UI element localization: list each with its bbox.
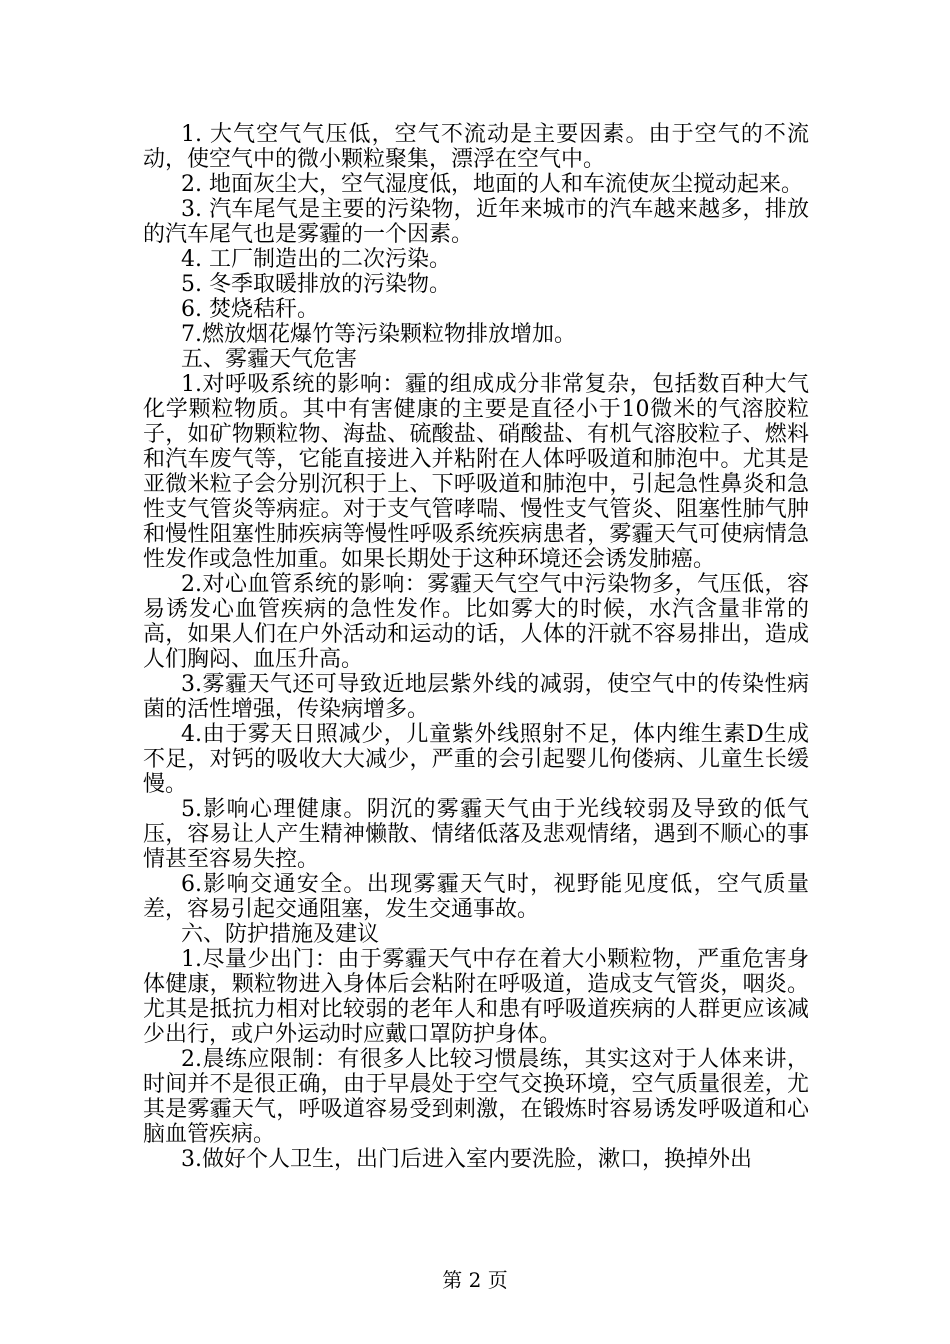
- paragraph-hazard-5: 5.影响心理健康。阴沉的雾霾天气由于光线较弱及导致的低气压，容易让人产生精神懒散、情绪低落及悲观情绪，遇到不顺心的事情甚至容易失控。: [143, 797, 809, 872]
- paragraph-cause-6: 6. 焚烧秸秆。: [181, 297, 319, 322]
- page-number: 第 2 页: [442, 1268, 508, 1292]
- paragraph-cause-1: 1. 大气空气气压低，空气不流动是主要因素。由于空气的不流动，使空气中的微小颗粒聚集，漂浮在空气中。: [143, 122, 809, 172]
- paragraph-cause-3: 3. 汽车尾气是主要的污染物，近年来城市的汽车越来越多，排放的汽车尾气也是雾霾的一个因素。: [143, 197, 809, 247]
- paragraph-hazard-1: 1.对呼吸系统的影响：霾的组成成分非常复杂，包括数百种大气化学颗粒物质。其中有害健康的主要是直径小于10微米的气溶胶粒子，如矿物颗粒物、海盐、硫酸盐、硝酸盐、有机气溶胶粒子、燃料和汽车废气等，它能直接进入并粘附在人体呼吸道和肺泡中。尤其是亚微米粒子会分别沉积于上、下呼吸道和肺泡中，引起急性鼻炎和急性支气管炎等病症。对于支气管哮喘、慢性支气管炎、阻塞性肺气肿和慢性阻塞性肺疾病等慢性呼吸系统疾病患者，雾霾天气可使病情急性发作或急性加重。如果长期处于这种环境还会诱发肺癌。: [143, 372, 809, 572]
- paragraph-cause-2: 2. 地面灰尘大，空气湿度低，地面的人和车流使灰尘搅动起来。: [181, 172, 803, 197]
- paragraph-protection-1: 1.尽量少出门：由于雾霾天气中存在着大小颗粒物，严重危害身体健康，颗粒物进入身体后会粘附在呼吸道，造成支气管炎，咽炎。尤其是抵抗力相对比较弱的老年人和患有呼吸道疾病的人群更应该减少出行，或户外运动时应戴口罩防护身体。: [143, 947, 809, 1047]
- paragraph-hazard-3: 3.雾霾天气还可导致近地层紫外线的减弱，使空气中的传染性病菌的活性增强，传染病增多。: [143, 672, 809, 722]
- paragraph-cause-5: 5. 冬季取暖排放的污染物。: [181, 272, 451, 297]
- paragraph-cause-7: 7.燃放烟花爆竹等污染颗粒物排放增加。: [181, 322, 576, 347]
- paragraph-hazard-6: 6.影响交通安全。出现雾霾天气时，视野能见度低，空气质量差，容易引起交通阻塞，发生交通事故。: [143, 872, 809, 922]
- paragraph-hazard-4: 4.由于雾天日照减少，儿童紫外线照射不足，体内维生素D生成不足，对钙的吸收大大减少，严重的会引起婴儿佝偻病、儿童生长缓慢。: [143, 722, 809, 797]
- section-heading-hazards: 五、雾霾天气危害: [181, 347, 358, 372]
- paragraph-hazard-2: 2.对心血管系统的影响：雾霾天气空气中污染物多，气压低，容易诱发心血管疾病的急性发作。比如雾大的时候，水汽含量非常的高，如果人们在户外活动和运动的话，人体的汗就不容易排出，造成人们胸闷、血压升高。: [143, 572, 809, 672]
- paragraph-protection-3: 3.做好个人卫生，出门后进入室内要洗脸，漱口，换掉外出: [181, 1147, 752, 1172]
- paragraph-cause-4: 4. 工厂制造出的二次污染。: [181, 247, 451, 272]
- document-body: [143, 122, 809, 1172]
- paragraph-protection-2: 2.晨练应限制：有很多人比较习惯晨练，其实这对于人体来讲，时间并不是很正确，由于早晨处于空气交换环境，空气质量很差，尤其是雾霾天气，呼吸道容易受到刺激，在锻炼时容易诱发呼吸道和心脑血管疾病。: [143, 1047, 809, 1147]
- section-heading-protection: 六、防护措施及建议: [181, 922, 380, 947]
